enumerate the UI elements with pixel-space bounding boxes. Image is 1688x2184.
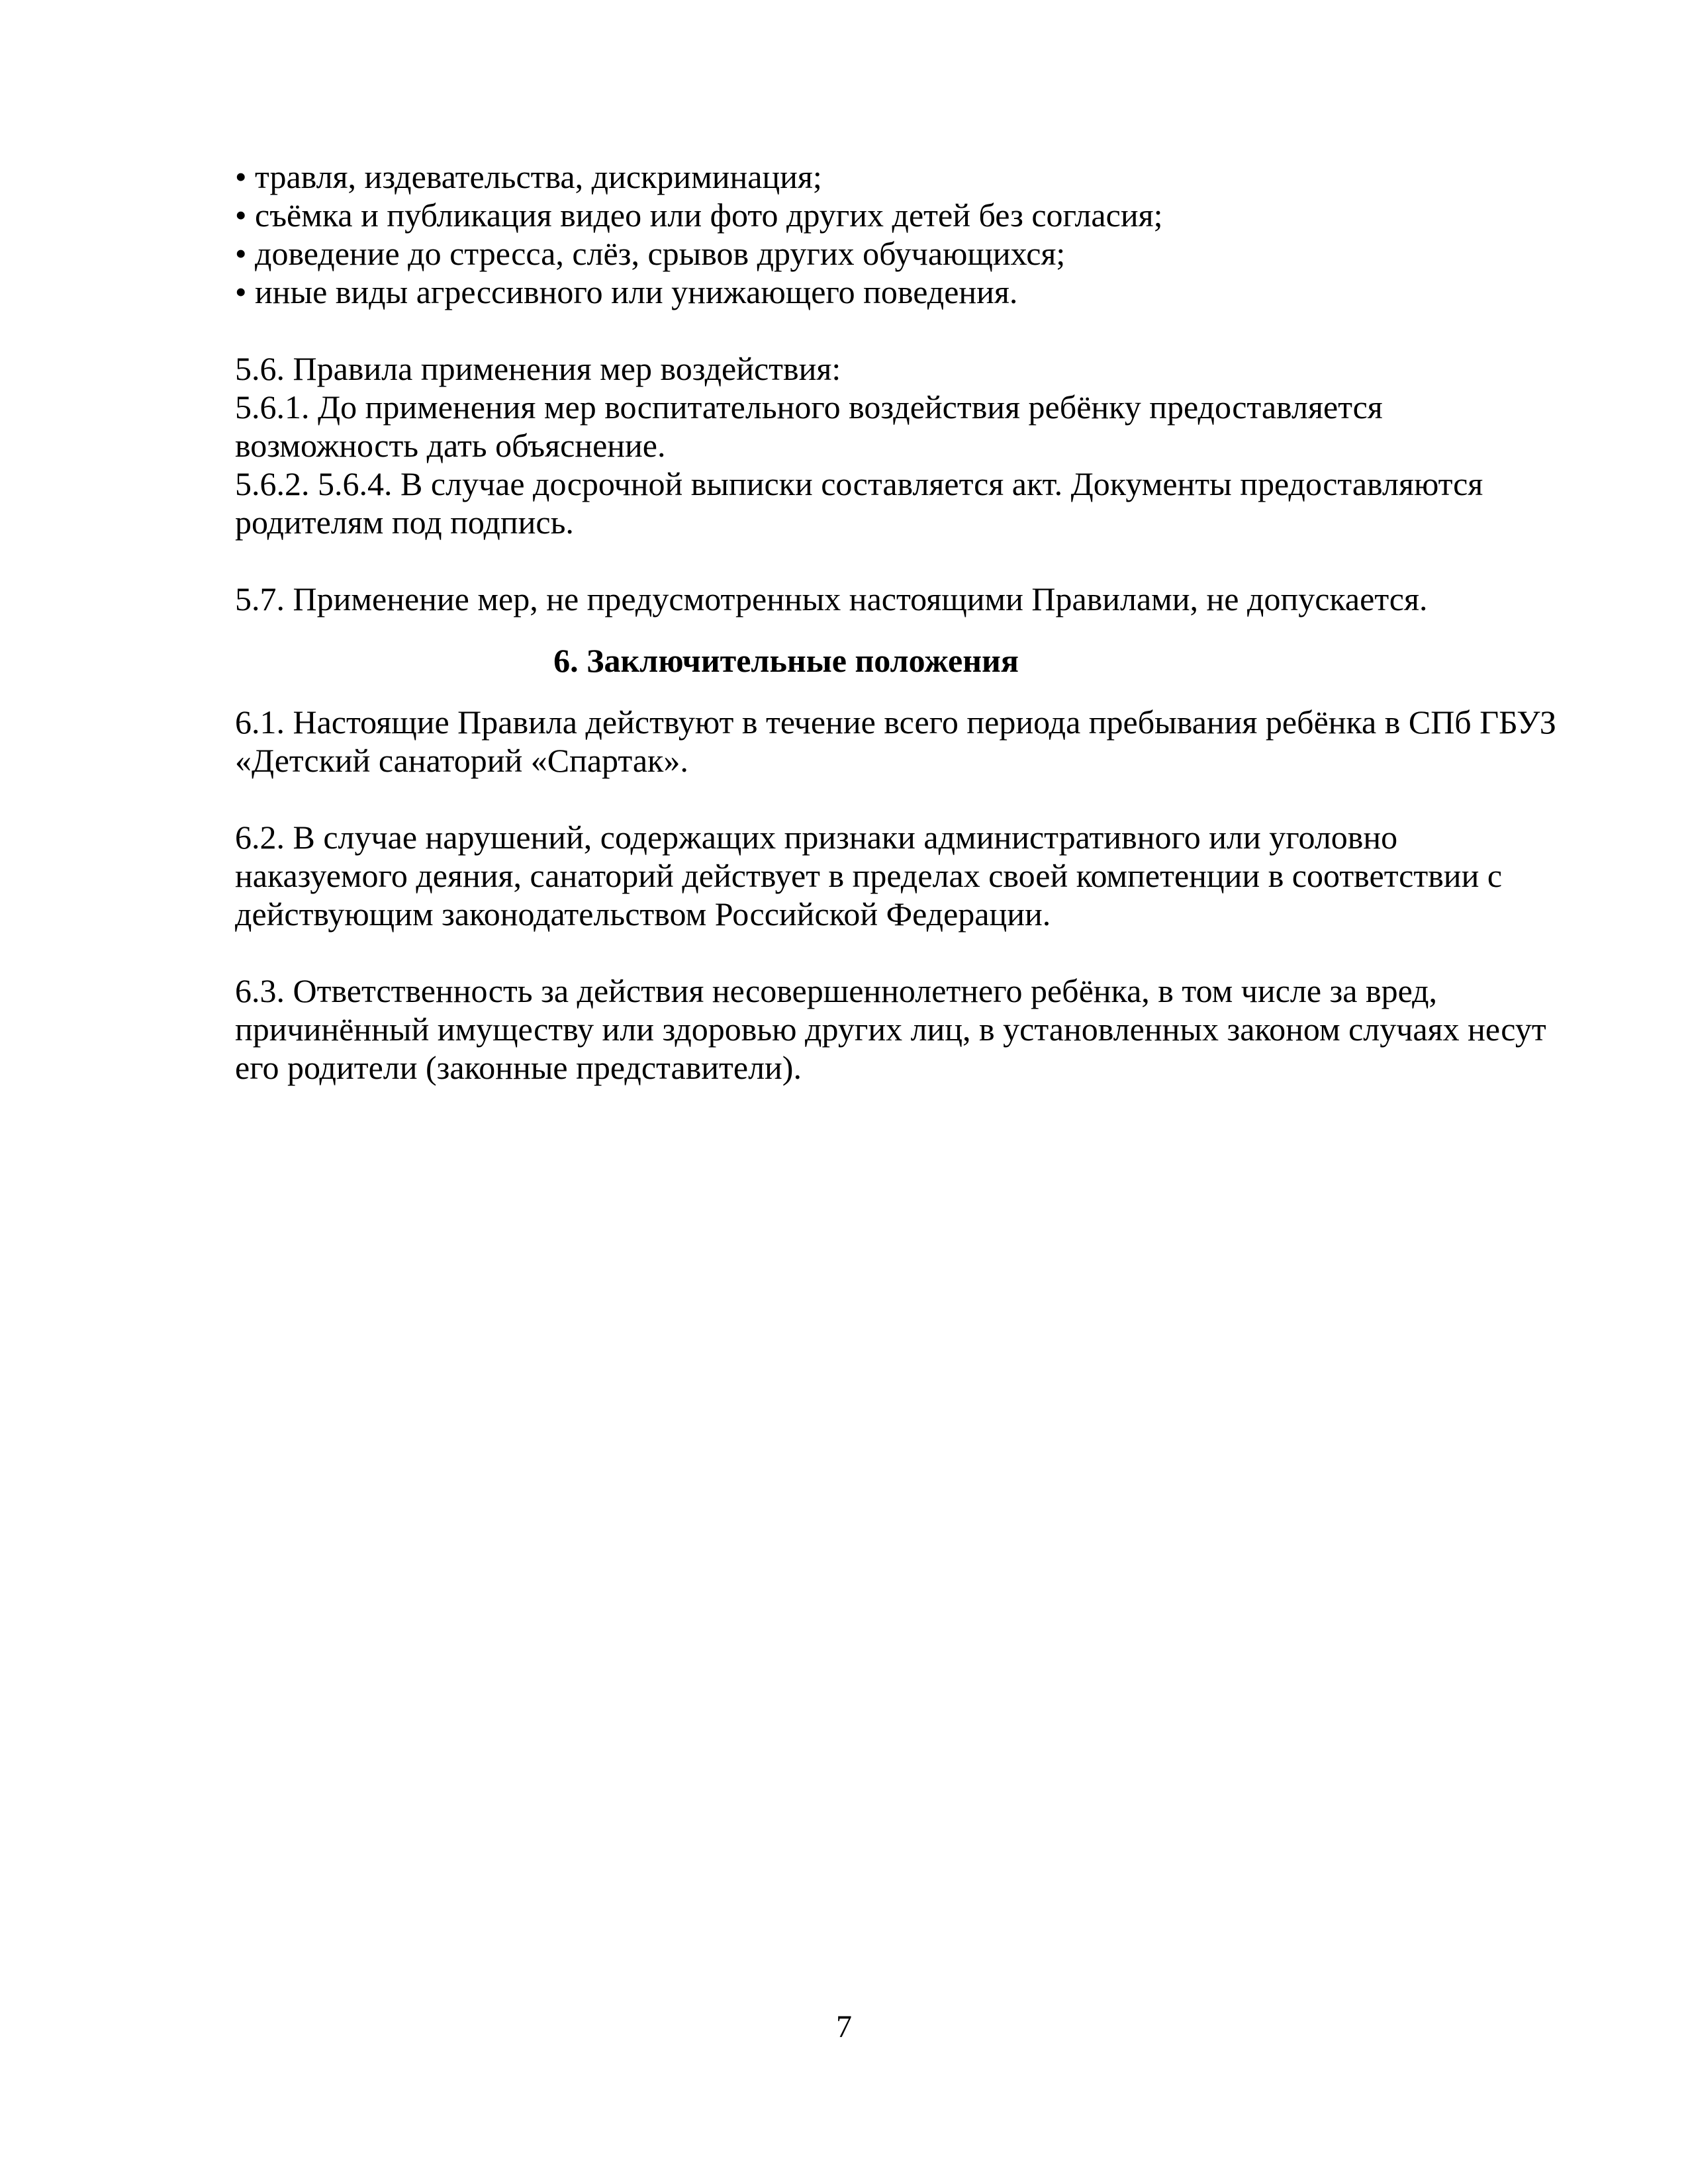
paragraph-line: действующим законодательством Российской Федерации.	[235, 895, 1051, 933]
paragraph-line: возможность дать объяснение.	[235, 427, 666, 464]
section-5-7	[235, 580, 1566, 618]
section-6-3	[235, 972, 1566, 1087]
bullet-item: • съёмка и публикация видео или фото других детей без согласия;	[235, 197, 1163, 234]
paragraph-line: 5.6.2. 5.6.4. В случае досрочной выписки составляется акт. Документы предоставляются	[235, 465, 1483, 502]
paragraph-line: причинённый имуществу или здоровью других лиц, в установленных законом случаях несут	[235, 1011, 1546, 1048]
bullet-item: • травля, издевательства, дискриминация;	[235, 158, 822, 195]
bullet-item: • доведение до стресса, слёз, срывов других обучающихся;	[235, 235, 1066, 272]
heading-spacer	[235, 680, 1566, 703]
paragraph-line: наказуемого деяния, санаторий действует в пределах своей компетенции в соответствии с	[235, 857, 1503, 894]
paragraph-line: 5.6.1. До применения мер воспитательного воздействия ребёнку предоставляется	[235, 388, 1383, 426]
page-number: 7	[836, 2009, 852, 2044]
paragraph-spacer	[235, 311, 1566, 349]
paragraph-line: 6.1. Настоящие Правила действуют в течение всего периода пребывания ребёнка в СПб ГБУЗ	[235, 704, 1556, 741]
bullet-item: • иные виды агрессивного или унижающего поведения.	[235, 273, 1018, 310]
paragraph-spacer	[235, 541, 1566, 580]
paragraph-spacer	[235, 780, 1566, 818]
heading-spacer	[235, 618, 1566, 641]
section-6-heading: 6. Заключительные положения	[553, 642, 1019, 679]
paragraph-line: «Детский санаторий «Спартак».	[235, 742, 688, 779]
section-6-1	[235, 703, 1566, 780]
paragraph-line: его родители (законные представители).	[235, 1049, 802, 1086]
section-5-6-title: 5.6. Правила применения мер воздействия:	[235, 350, 841, 387]
page-content	[235, 158, 1566, 1087]
section-5-6	[235, 349, 1566, 541]
paragraph-line: 6.2. В случае нарушений, содержащих признаки административного или уголовно	[235, 819, 1398, 856]
section-6-2	[235, 818, 1566, 933]
paragraph-line: родителям под подпись.	[235, 504, 574, 541]
paragraph-line: 6.3. Ответственность за действия несовершеннолетнего ребёнка, в том числе за вред,	[235, 972, 1438, 1009]
paragraph-spacer	[235, 933, 1566, 972]
bullet-list	[235, 158, 1566, 311]
paragraph-line: 5.7. Применение мер, не предусмотренных настоящими Правилами, не допускается.	[235, 580, 1428, 617]
